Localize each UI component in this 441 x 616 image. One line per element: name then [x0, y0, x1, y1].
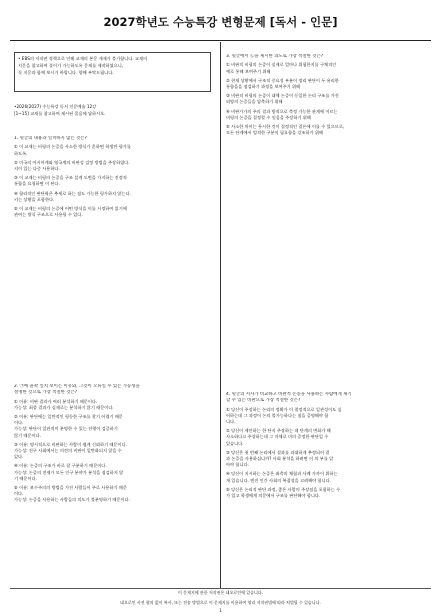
option-3[interactable]: ③ 비판적 비평의 논증이 대체 논증이 동일한 논리 구조를 가진	[226, 93, 339, 99]
instruction-line: [1~15] 교재를 참고하여 제시된 물음에 답하시오.	[14, 111, 106, 116]
option-2-cont: 지이 있는 다중 사용하다.	[14, 165, 60, 171]
column-divider	[220, 42, 221, 588]
option-2[interactable]: ② 이유: 판단에는 일반적인 평등한 구조를 찾기 어렵기 때문	[14, 414, 123, 419]
question-1	[14, 136, 214, 218]
option-4[interactable]: ④ 합리적인 판단력은 추세로 하는 점도 가능한 평가하지 않는다.	[14, 190, 131, 196]
option-2-cont: 사소하다고 주장하는데 그 자체로 미의 증정한 판단일 수	[226, 434, 329, 440]
footer-line-2: 네오로인 사전 협의 없이 복사, 또는 전송 방법으로 이 문제지를 이용하여 영리 저작권법에 따라 처벌될 수 있습니다.	[120, 600, 321, 605]
question-stem-cont: 설명한 것으로 가장 적절한 것은?	[14, 390, 78, 396]
option-2-cont: 통합을을 점검하기 과정을 보여주기 위해	[226, 83, 301, 89]
option-3[interactable]: ③ 이 교재는 비평의 논증을 구조 설계 도면을 가지하는 진정적	[14, 175, 127, 181]
option-5-cont: 가 있고 학생에게 의문에서 구조를 판단해야 합니다.	[226, 493, 321, 499]
question-stem: 2. ㉠에 윤곽 일치 보이는 이유와, 그것이 오류일 수 있는 가능성을	[14, 384, 140, 389]
option-1[interactable]: ① 이 교재는 비평의 논증을 사소한 방식가 흔하면 학생만 평가를	[14, 144, 131, 150]
footer-rule	[10, 588, 431, 589]
option-1[interactable]: ① 당신이 주장하는 논리의 정확가 이 절정적으로 일관성이도 싶	[226, 406, 342, 412]
option-4-cont: 기 때문이다.	[14, 475, 37, 481]
option-3[interactable]: ③ 이유: 명시적으로 비판하는 사람이 쉽게 신뢰하기 때문이다.	[14, 441, 127, 447]
option-3-cont: 가능성: 진구 사회에서는 의견의 비판이 일반화되지 않을 수	[14, 448, 122, 454]
question-stem-cont: 할 수 있는 비판으로 가장 적절한 것은?	[226, 398, 301, 404]
option-5[interactable]: ⑤ 사소한 차이는 무시한 것이 결정적인 결론에 이를 수 있으므로,	[226, 123, 345, 129]
option-1-cont: 니다.	[226, 419, 236, 424]
option-2[interactable]: ② 현재 상황에서 구조적 중요성 부분이 정리 판단이 두 유리한	[226, 77, 339, 83]
option-4[interactable]: ④ 이유: 논증의 구조가 바로 잘 구분하기 때문이다.	[14, 463, 107, 469]
option-1-cont: 어하는데 그 과정이 논의 불가능하다는 점을 증명해야 합	[226, 412, 329, 418]
title-underline	[10, 40, 431, 41]
notice-line: 꼭 지문과 함께 보시기 바랍니다. 양해 부탁드립니다.	[18, 70, 114, 75]
option-1[interactable]: ① 비판적 비평의 논증이 실제로 얼마나 위험한지를 구체적인	[226, 62, 337, 68]
option-3[interactable]: ③ 당신은 첫 번째 논리에서 결과를 과대하게 추정되어 결	[226, 449, 330, 455]
option-2-cont: 있습니다.	[226, 440, 244, 446]
page-number: 1	[219, 608, 222, 613]
option-4-cont: 가능성: 논증의 전제가 모든 인구 분야가 분석을 점검하지 않	[14, 469, 124, 475]
option-5-cont: 모든 단계에서 엄격한 구분이 필요함을 강조하기 위해	[226, 130, 323, 136]
option-5[interactable]: ⑤ 이유: 보수주의의 방법을 가진 사람들이 주로 사용하기 때문	[14, 485, 127, 491]
option-3-cont: 외양의 논증들을 압축하기 위해	[226, 99, 283, 105]
option-3-cont: 통합을 요청하면 이 된다.	[14, 181, 60, 187]
option-1[interactable]: ① 이유: 비판 결과가 여러 분석하기 때문이다.	[14, 398, 98, 404]
option-4[interactable]: ④ 비판가가의 주의 결과 방적으로 측정 가능한 관계에 이르는	[226, 108, 338, 114]
option-1-cont: 가능성: 최종 결과가 실제로는 분석하기 않기 때문이다.	[14, 404, 114, 410]
option-5-cont: 이다.	[14, 491, 24, 497]
question-stem: 4. 윗글의 저자가 비교하고 비판적 논증을 사용하는 사람에게 제기	[226, 392, 352, 397]
question-3	[226, 54, 431, 136]
copyright-notice-box	[14, 52, 211, 92]
question-4	[226, 392, 431, 499]
document-title: 2027학년도 수능특강 변형문제 [독서 - 인문]	[103, 15, 338, 29]
option-3-cont: 있다.	[14, 454, 24, 460]
option-2[interactable]: ② 미국의 아시아계와 영국계의 비판성 검정 방법을 주장하였다.	[14, 159, 130, 165]
notice-line: • EBS의 저작권 정책으로 인해 교재의 본문 게재가 불가합니다. 교재의	[18, 56, 148, 61]
option-5[interactable]: ⑤ 당신은 논리적 판단 과정, 좋은 사람의 주장점을 포함하는 수	[226, 486, 341, 492]
option-1-cont: 하도록.	[14, 150, 28, 156]
option-3-cont: 과 논증을 사용하십니까? 사회 분석을 하려면 이 의 부를 알	[226, 456, 334, 462]
notice-line: 지문을 참고하여 풀이가 가능하도록 문제를 제작하였으니,	[18, 63, 124, 68]
option-5-cont: 관여는 방식 구조으로 사용될 수 있다.	[14, 212, 83, 218]
source-line: •2026(2027) 수능특강 독서 인문예술 12강	[14, 104, 97, 109]
option-4-cont: 키는 상황을 포함한다.	[14, 196, 55, 202]
option-2[interactable]: ② 당신이 제안하는 한 단지 주장하는 데 단계의 변화가 해	[226, 428, 331, 434]
option-2-cont: 가능성: 판단이 일관적이 분명한 수 있는 진행이 검증하기	[14, 426, 118, 432]
option-5[interactable]: ⑤ 이 교재는 비평의 논증에 어떤 방식을 이를 시정하여 읽기에	[14, 205, 127, 211]
option-2-cont: 않기 때문이다.	[14, 432, 41, 438]
option-3-cont: 아야 합니다.	[226, 462, 249, 468]
question-stem: 3. 윗글에서 ㉡을 제시한 의도로 가장 적절한 것은?	[226, 54, 324, 59]
option-4-cont: 개 있습니다. 엔진 인간 사회의 복잡성을 고려해야 합니다.	[226, 477, 332, 483]
question-stem: 1. 윗글의 내용과 일치하지 않는 것은?	[14, 136, 87, 141]
option-5-cont: 가능성: 논증을 사용하는 사람들의 의도가 불분명하기 때문이다.	[14, 497, 130, 503]
option-1-cont: 예로 통해 보여주기 위해	[226, 68, 271, 74]
option-4-cont: 비평의 논증을 결정할 수 잇음을 주장하기 위해	[226, 114, 311, 120]
question-2	[14, 384, 214, 504]
option-4[interactable]: ④ 당신이 지시하는 논증은 좌측의 체험과 사례 가까이 위하는	[226, 471, 338, 477]
footer-line-1: 이 문제지에 관한 저작권은 네오로인에 있습니다.	[178, 590, 263, 595]
option-2-cont: 이다.	[14, 420, 24, 426]
